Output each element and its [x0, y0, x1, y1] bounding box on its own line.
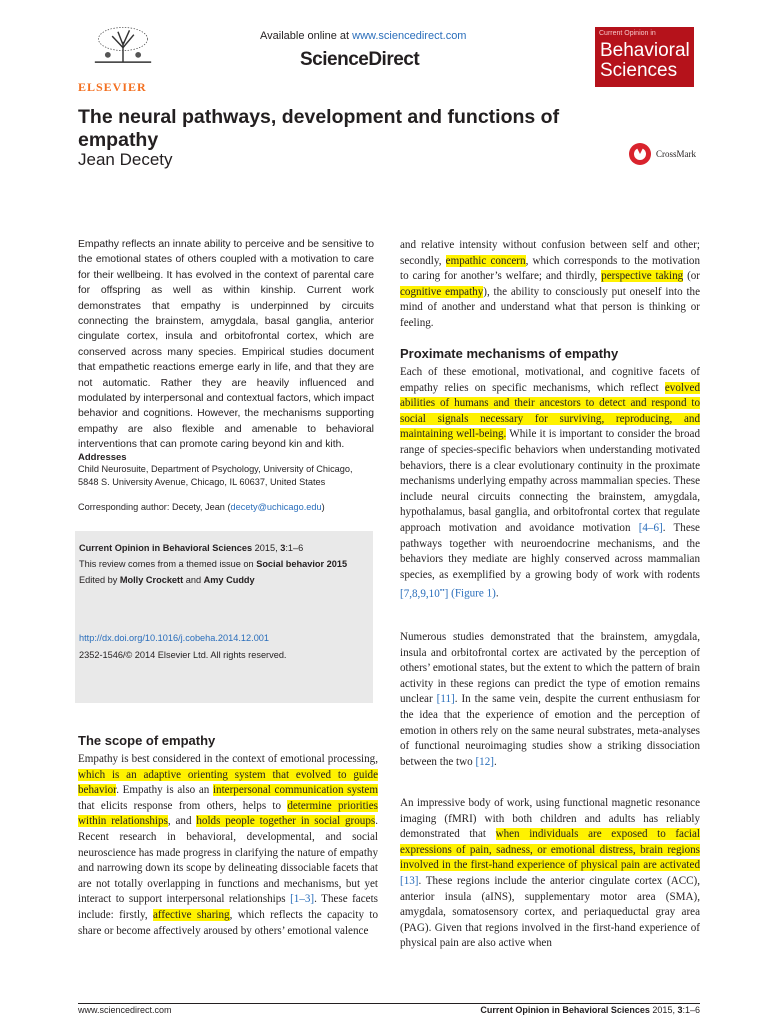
- fmri-paragraph: An impressive body of work, using functional magnetic resonance imaging (fMRI) with both children and adults has reliably demonstrated that when individuals are exposed to facial expressions of pain, sadness, or emotional distress, brain regions involved in the first-hand experience of physical pain are activated [13]. These regions include the anterior cingulate cortex (ACC), anterior insula (aINS), supplementary motor area (SMA), amygdala, somatosensory cortex, and periaqueductal gray area (PAG). Given that regions involved in the first-hand experience of physical pain are also active when: [400, 797, 700, 950]
- citation-link[interactable]: [11]: [436, 693, 455, 706]
- corresponding-author: Corresponding author: Decety, Jean (decety@uchicago.edu): [78, 502, 325, 512]
- author-email-link[interactable]: decety@uchicago.edu: [230, 502, 322, 512]
- crossmark-label: CrossMark: [656, 149, 696, 159]
- editors: Edited by Molly Crockett and Amy Cuddy: [79, 575, 255, 585]
- cover-title: Behavioral Sciences: [600, 40, 690, 81]
- proximate-paragraph: Each of these emotional, motivational, and cognitive facets of empathy relies on specific mechanisms, which reflect evolved abilities of humans and their ancestors to detect and respond to social signals necessary for surviving, reproducing, and maintaining well-being. While it is important to consider the broad range of species-specific behaviors when understanding motivated behaviors, there is a clear evolutionary continuity in the proximate mechanisms underlying empathy across mammalian species. These include neural circuits connecting the brainstem, amygdala, hypothalamus, basal ganglia, and orbitofrontal cortex that regulate approach motivation and avoidance motivation [4–6]. These pathways together with neuroendocrine mechanisms, and the behaviors they mediate are highly conserved across mammalian species, as exemplified by a growing body of work with rodents [7,8,9,10••] (Figure 1).: [400, 366, 700, 600]
- section-heading-scope: The scope of empathy: [78, 733, 216, 748]
- sciencedirect-brand: ScienceDirect: [300, 49, 420, 70]
- journal-cover: [595, 27, 694, 87]
- section-heading-proximate: Proximate mechanisms of empathy: [400, 346, 619, 361]
- address: Child Neurosuite, Department of Psychology, University of Chicago, 5848 S. University Avenue, Chicago, IL 60637, United States: [78, 464, 353, 487]
- footer-citation: Current Opinion in Behavioral Sciences 2015, 3:1–6: [480, 1005, 700, 1015]
- citation-link[interactable]: [12]: [475, 755, 494, 768]
- available-online: Available online at www.sciencedirect.com: [260, 30, 467, 42]
- copyright: 2352-1546/© 2014 Elsevier Ltd. All rights reserved.: [79, 650, 287, 660]
- elsevier-tree-logo: [78, 26, 168, 78]
- scope-paragraph: Empathy is best considered in the context of emotional processing, which is an adaptive orienting system that evolved to guide behavior. Empathy is also an interpersonal communication system that elicits response from others, helps to determine priorities within relationships, and holds people together in social groups. Recent research in behavioral, developmental, and social neuroscience has made progress in clarifying the nature of empathy and narrowing down its scope by delineating dissociable facets that are not totally overlapping in functions and mechanisms, but yet interact to support interpersonal relationships [1–3]. These facets include: firstly, affective sharing, which reflects the capacity to share or become affectively aroused by others’ emotional valence: [78, 753, 379, 937]
- figure-link[interactable]: (Figure 1): [448, 588, 496, 600]
- facets-paragraph: and relative intensity without confusion between self and other; secondly, empathic concern, which corresponds to the motivation to caring for another’s welfare; and thirdly, perspective taking (or cognitive empathy), the ability to consciously put oneself into the mind of another and understand what that person is thinking or feeling.: [400, 239, 701, 329]
- sciencedirect-link[interactable]: www.sciencedirect.com: [352, 30, 467, 42]
- citation: Current Opinion in Behavioral Sciences 2015, 3:1–6: [79, 543, 304, 553]
- crossmark-icon: [628, 142, 652, 166]
- citation-link[interactable]: [4–6]: [638, 521, 663, 534]
- citation-link[interactable]: [1–3]: [290, 893, 315, 906]
- footer-website[interactable]: www.sciencedirect.com: [78, 1005, 172, 1015]
- themed-issue: This review comes from a themed issue on Social behavior 2015: [79, 559, 348, 569]
- addresses-heading: Addresses: [78, 452, 127, 463]
- article-title: The neural pathways, development and functions of empathy: [78, 106, 560, 151]
- neuroimaging-paragraph: Numerous studies demonstrated that the brainstem, amygdala, insula and orbitofrontal cortex are activated by the perception of others’ emotional states, but the extent to which the pattern of brain activity in these regions can predict the type of emotion remains unclear [11]. In the same vein, despite the current enthusiasm for the idea that the experience of emotion and the perception of emotion in others rely on the same neural substrates, meta-analyses of functional neuroimaging studies show a striking dissociation between the two [12].: [400, 631, 700, 768]
- citation-link[interactable]: [13]: [400, 874, 419, 887]
- footer-rule: [78, 1003, 700, 1004]
- abstract: Empathy reflects an innate ability to perceive and be sensitive to the emotional states of others coupled with a motivation to care for their wellbeing. It has evolved in the context of parental care for offspring as well as within kinship. Current work demonstrates that empathy is underpinned by circuits connecting the brainstem, amygdala, basal ganglia, anterior cingulate cortex, insula and orbitofrontal cortex, which are conserved across many species. Empirical studies document that empathetic reactions emerge early in life, and that they are not automatic. Rather they are heavily influenced and modulated by interpersonal and contextual factors, which impact behavior and cognitions. However, the mechanisms supporting empathy are also flexible and amenable to behavioral interventions that can promote caring beyond kin and kith.: [78, 239, 374, 451]
- citation-link[interactable]: [7,8,9,10••]: [400, 586, 449, 600]
- elsevier-wordmark: ELSEVIER: [78, 80, 147, 94]
- cover-small-text: Current Opinion in: [599, 30, 656, 37]
- doi-link[interactable]: http://dx.doi.org/10.1016/j.cobeha.2014.12.001: [79, 633, 270, 643]
- crossmark-badge[interactable]: [628, 142, 696, 166]
- article-info-box: [75, 531, 373, 703]
- author-name: Jean Decety: [78, 150, 173, 169]
